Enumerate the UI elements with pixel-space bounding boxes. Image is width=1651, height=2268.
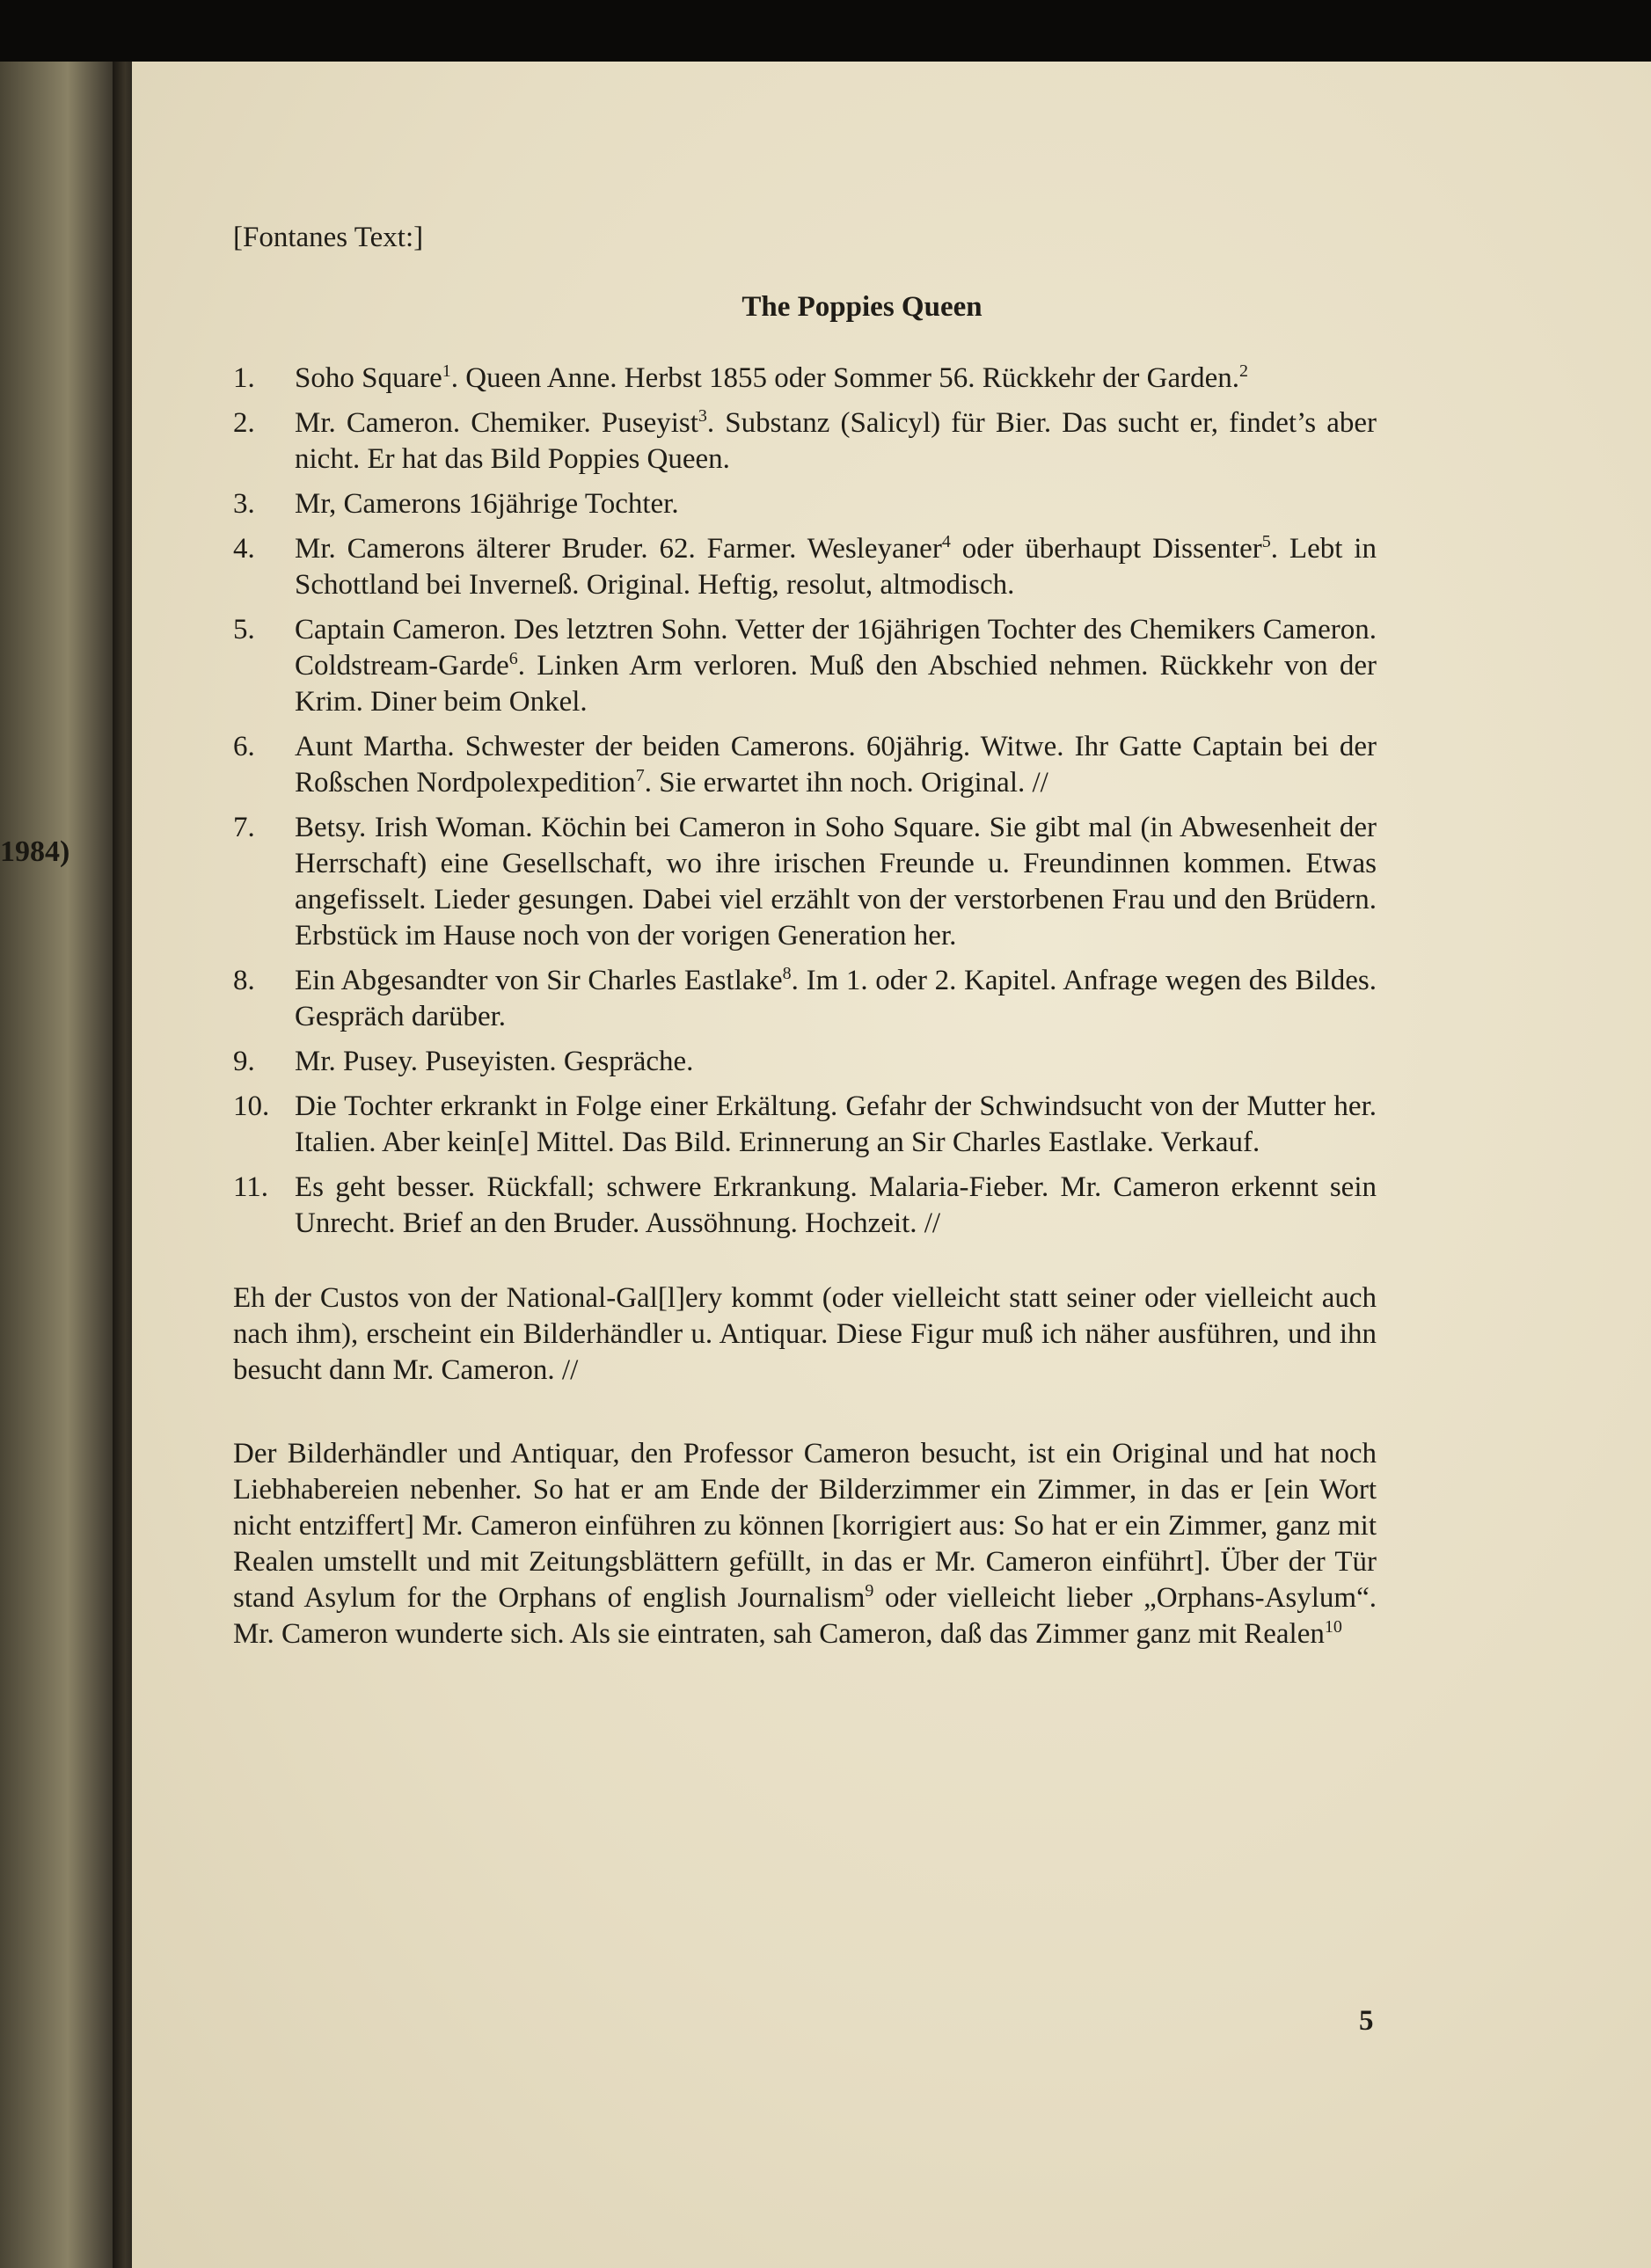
header-note: [Fontanes Text:]: [233, 222, 424, 253]
document-page: [132, 62, 1651, 2268]
left-facing-page: [0, 62, 123, 2268]
footnote-marker: 4: [941, 532, 951, 551]
list-item-number: 3.: [233, 488, 255, 520]
numbered-list: [233, 361, 1377, 1242]
footnote-marker: 5: [1261, 532, 1271, 551]
list-item: [233, 1170, 1377, 1242]
list-item-text: Mr. Camerons älterer Bruder. 62. Farmer. Wesleyaner$^4$ oder überhaupt Dissenter$^5$. Lebt in Schottland bei Inverneß. Original. Heftig, resolut, altmodisch.: [295, 532, 1377, 601]
list-item-text: Mr, Camerons 16jährige Tochter.: [295, 488, 679, 520]
list-item-number: 7.: [233, 812, 255, 843]
page-content: [233, 220, 1377, 1652]
footnote-marker: 7: [635, 766, 645, 785]
list-item: [233, 531, 1377, 603]
footnote-marker: 2: [1239, 361, 1249, 381]
list-item-text: Es geht besser. Rückfall; schwere Erkrankung. Malaria-Fieber. Mr. Cameron erkennt sein Unrecht. Brief an den Bruder. Aussöhnung. Hochzeit. //: [295, 1171, 1377, 1239]
list-item: [233, 1089, 1377, 1161]
list-item-text: Soho Square$^1$. Queen Anne. Herbst 1855 oder Sommer 56. Rückkehr der Garden.$^2$: [295, 361, 1249, 394]
list-item: [233, 361, 1377, 397]
list-item-text: Aunt Martha. Schwester der beiden Camerons. 60jährig. Witwe. Ihr Gatte Captain bei der Roßschen Nordpolexpedition$^7$. Sie erwartet ihn noch. Original. //: [295, 731, 1377, 799]
list-item-number: 4.: [233, 533, 255, 565]
list-item: [233, 810, 1377, 954]
list-item-text: Mr. Cameron. Chemiker. Puseyist$^3$. Substanz (Salicyl) für Bier. Das sucht er, findet’s aber nicht. Er hat das Bild Poppies Queen.: [295, 406, 1377, 475]
body-paragraph: Der Bilderhändler und Antiquar, den Professor Cameron besucht, ist ein Original und hat noch Liebhabereien nebenher. So hat er am Ende der Bilderzimmer ein Zimmer, in das er [ein Wort nicht entziffert] Mr. Cameron einführen zu können [korrigiert aus: So hat er ein Zimmer, ganz mit Realen umstellt und mit Zeitungsblättern gefüllt, in das er Mr. Cameron einführt]. Über der Tür stand Asylum for the Orphans of english Journalism$^9$ oder vielleicht lieber „Orphans-Asylum“. Mr. Cameron wunderte sich. Als sie eintraten, sah Cameron, daß das Zimmer ganz mit Realen$^{10}$: [233, 1438, 1377, 1650]
list-item-text: Die Tochter erkrankt in Folge einer Erkältung. Gefahr der Schwindsucht von der Mutter her. Italien. Aber kein[e] Mittel. Das Bild. Erinnerung an Sir Charles Eastlake. Verkauf.: [295, 1090, 1377, 1158]
footnote-marker: 10: [1324, 1617, 1342, 1637]
list-item-text: Captain Cameron. Des letztren Sohn. Vetter der 16jährigen Tochter des Chemikers Cameron. Coldstream-Garde$^6$. Linken Arm verloren. Muß den Abschied nehmen. Rückkehr von der Krim. Diner beim Onkel.: [295, 614, 1377, 718]
list-item-number: 1.: [233, 362, 255, 394]
footnote-marker: 3: [698, 406, 707, 426]
list-item-number: 11.: [233, 1171, 269, 1203]
list-item-number: 2.: [233, 407, 255, 439]
body-paragraph: Eh der Custos von der National-Gal[l]ery kommt (oder vielleicht statt seiner oder vielleicht auch nach ihm), erscheint ein Bilderhändler u. Antiquar. Diese Figur muß ich näher ausführen, und ihn besucht dann Mr. Cameron. //: [233, 1282, 1377, 1386]
list-item-number: 6.: [233, 731, 255, 762]
footnote-marker: 6: [508, 649, 518, 668]
left-page-fragment: 1984): [0, 835, 70, 868]
footnote-marker: 8: [782, 964, 792, 983]
list-item-number: 9.: [233, 1046, 255, 1077]
footnote-marker: 9: [865, 1581, 874, 1601]
footnote-marker: 1: [442, 361, 451, 381]
list-item-number: 5.: [233, 614, 255, 645]
list-item: [233, 1044, 1377, 1080]
list-item: [233, 612, 1377, 720]
list-item-number: 8.: [233, 965, 255, 996]
list-item-number: 10.: [233, 1090, 270, 1122]
paragraphs: [233, 1280, 1377, 1652]
list-item: [233, 963, 1377, 1035]
list-item-text: Ein Abgesandter von Sir Charles Eastlake$^8$. Im 1. oder 2. Kapitel. Anfrage wegen des Bildes. Gespräch darüber.: [295, 964, 1377, 1032]
page-number: 5: [1359, 2005, 1374, 2037]
list-item-text: Betsy. Irish Woman. Köchin bei Cameron in Soho Square. Sie gibt mal (in Abwesenheit der Herrschaft) eine Gesellschaft, wo ihre irischen Freunde u. Freundinnen kommen. Etwas angefisselt. Lieder gesungen. Dabei viel erzählt von der verstorbenen Frau und den Brüdern. Erbstück im Hause noch von der vorigen Generation her.: [295, 812, 1377, 952]
list-item: [233, 486, 1377, 522]
list-item-text: Mr. Pusey. Puseyisten. Gespräche.: [295, 1046, 694, 1077]
list-item: [233, 405, 1377, 478]
page-title: The Poppies Queen: [741, 291, 983, 323]
list-item: [233, 729, 1377, 801]
